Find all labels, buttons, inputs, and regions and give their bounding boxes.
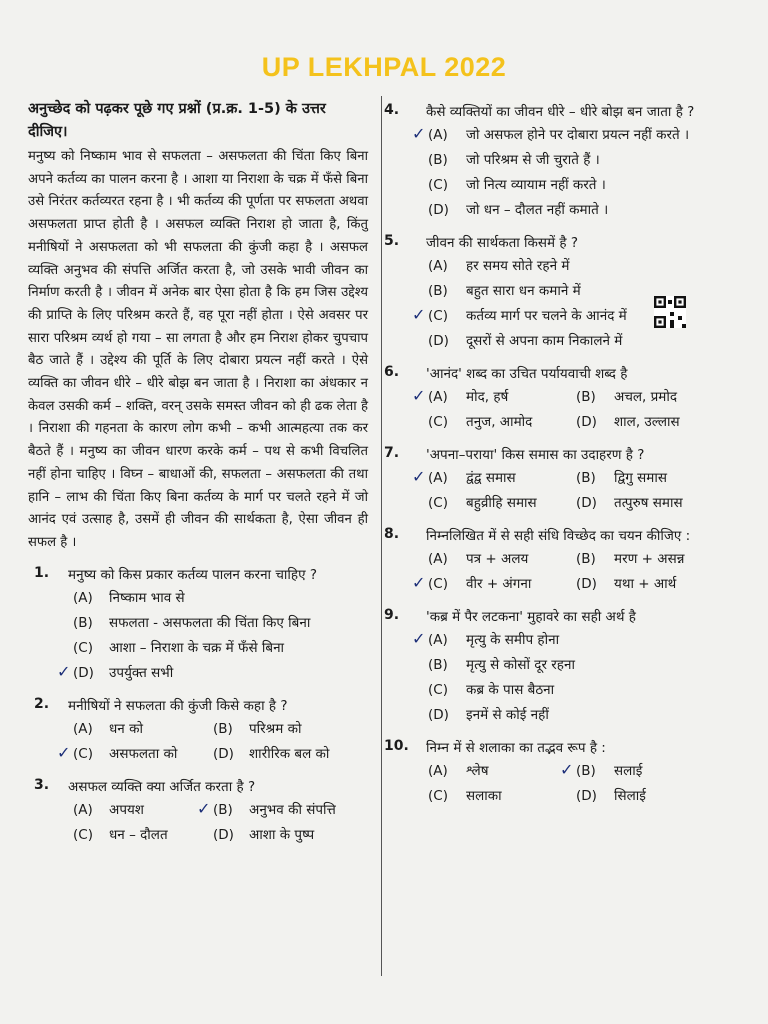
question-number: 7. xyxy=(384,445,400,461)
option-row xyxy=(380,759,740,784)
option-text: धन – दौलत xyxy=(109,826,168,843)
option-label: (D) xyxy=(576,576,597,592)
passage-heading: अनुच्छेद को पढ़कर पूछे गए प्रश्नों (प्र.क्र. 1-5) के उत्तर दीजिए। xyxy=(28,101,326,140)
option-label: (C) xyxy=(428,308,448,324)
option-label: (D) xyxy=(576,414,597,430)
option-row xyxy=(380,148,740,173)
option-text: जो परिश्रम से जी चुराते हैं । xyxy=(466,152,600,168)
option-row xyxy=(380,653,740,678)
option-row xyxy=(380,410,740,435)
question-number: 6. xyxy=(384,364,400,380)
option-label: (B) xyxy=(576,389,596,405)
questions-right xyxy=(380,102,740,809)
option-row xyxy=(28,823,368,848)
tick-icon: ✓ xyxy=(412,629,426,648)
option-label: (B) xyxy=(213,801,233,818)
option-row xyxy=(28,742,368,767)
option-label: (D) xyxy=(73,664,94,681)
option-text: मोद, हर्ष xyxy=(466,389,509,405)
question-number: 4. xyxy=(384,102,400,118)
question-text: निम्न में से शलाका का तद्भव रूप है : xyxy=(426,740,606,756)
question-text: कैसे व्यक्तियों का जीवन धीरे – धीरे बोझ बन जाता है ? xyxy=(426,104,695,120)
option-row xyxy=(28,798,368,823)
option-text: परिश्रम को xyxy=(249,720,302,737)
option-label: (C) xyxy=(73,639,93,656)
option-label: (C) xyxy=(73,826,93,843)
option-label: (A) xyxy=(428,470,448,486)
option-text: शाल, उल्लास xyxy=(614,414,680,430)
option-text: सलाई xyxy=(614,763,643,779)
option-text: सलाका xyxy=(466,788,502,804)
question-number: 5. xyxy=(384,233,400,249)
tick-icon: ✓ xyxy=(412,573,426,592)
option-row xyxy=(380,703,740,728)
option-label: (C) xyxy=(73,745,93,762)
left-column xyxy=(28,98,368,848)
question-text: मनीषियों ने सफलता की कुंजी किसे कहा है ? xyxy=(68,697,288,714)
option-row xyxy=(380,173,740,198)
option-text: जो धन – दौलत नहीं कमाते । xyxy=(466,202,609,218)
option-row xyxy=(380,304,740,329)
option-text: मृत्यु के समीप होना xyxy=(466,632,560,648)
option-label: (B) xyxy=(576,551,596,567)
option-text: मरण + असन्न xyxy=(614,551,685,567)
question-text: 'कब्र में पैर लटकना' मुहावरे का सही अर्थ है xyxy=(426,609,636,625)
option-label: (A) xyxy=(428,389,448,405)
option-label: (A) xyxy=(73,589,93,606)
option-row xyxy=(380,628,740,653)
option-text: कब्र के पास बैठना xyxy=(466,682,555,698)
question xyxy=(28,565,368,686)
option-label: (D) xyxy=(576,495,597,511)
option-label: (A) xyxy=(428,763,448,779)
option-text: दूसरों से अपना काम निकालने में xyxy=(466,333,623,349)
option-text: जो नित्य व्यायाम नहीं करते । xyxy=(466,177,606,193)
option-label: (A) xyxy=(428,127,448,143)
option-text: शारीरिक बल को xyxy=(249,745,330,762)
tick-icon: ✓ xyxy=(560,760,574,779)
question xyxy=(28,777,368,848)
tick-icon: ✓ xyxy=(197,798,211,818)
question-text: 'अपना–पराया' किस समास का उदाहरण है ? xyxy=(426,447,645,463)
question-text: निम्नलिखित में से सही संधि विच्छेद का चयन कीजिए : xyxy=(426,528,691,544)
question-text: असफल व्यक्ति क्या अर्जित करता है ? xyxy=(68,778,256,795)
option-label: (D) xyxy=(576,788,597,804)
option-row xyxy=(380,254,740,279)
option-label: (A) xyxy=(428,258,448,274)
option-label: (C) xyxy=(428,177,448,193)
option-text: अनुभव की संपत्ति xyxy=(249,801,336,818)
option-row xyxy=(380,385,740,410)
option-label: (C) xyxy=(428,788,448,804)
option-row xyxy=(380,678,740,703)
page-title: UP LEKHPAL 2022 xyxy=(261,52,507,82)
option-text: वीर + अंगना xyxy=(466,576,532,592)
option-label: (B) xyxy=(213,720,233,737)
option-text: उपर्युक्त सभी xyxy=(109,664,174,681)
option-row xyxy=(28,636,368,661)
option-text: तनुज, आमोद xyxy=(466,414,533,430)
option-text: जो असफल होने पर दोबारा प्रयत्न नहीं करते । xyxy=(466,127,690,143)
question-text: मनुष्य को किस प्रकार कर्तव्य पालन करना चाहिए ? xyxy=(68,566,318,583)
option-label: (C) xyxy=(428,682,448,698)
option-row xyxy=(380,547,740,572)
option-text: पत्र + अलय xyxy=(466,551,529,567)
question-number: 2. xyxy=(34,695,50,712)
option-text: द्विगु समास xyxy=(614,470,667,486)
option-label: (D) xyxy=(428,333,449,349)
option-label: (B) xyxy=(73,614,93,631)
option-row xyxy=(380,466,740,491)
option-row xyxy=(28,717,368,742)
option-label: (D) xyxy=(213,745,234,762)
questions-left xyxy=(28,565,368,848)
option-label: (A) xyxy=(428,551,448,567)
option-row xyxy=(380,279,740,304)
option-label: (D) xyxy=(428,202,449,218)
option-text: अपयश xyxy=(109,801,144,818)
question xyxy=(380,364,740,435)
option-label: (D) xyxy=(428,707,449,723)
question xyxy=(380,738,740,809)
question-number: 10. xyxy=(384,738,409,754)
option-label: (B) xyxy=(576,470,596,486)
option-row xyxy=(380,329,740,354)
passage-text: मनुष्य को निष्काम भाव से सफलता – असफलता की चिंता किए बिना अपने कर्तव्य का पालन करना है । आशा या निराशा के चक्र में फँसे बिना उसे निरंतर कर्तव्यरत रहना है । भी कर्तव्य की पूर्णता पर सफलता अथवा असफलता प्राप्त होती है । असफल व्यक्ति निराश हो जाता है, किंतु मनीषियों ने असफलता को भी सफलता की कुंजी कहा है । असफल व्यक्ति अनुभव की संपत्ति अर्जित करता है, जो उसके भावी जीवन का निर्माण करती है । जीवन में अनेक बार ऐसा होता है कि हम जिस उद्देश्य की प्राप्ति के लिए परिश्रम करते हैं, वह पूरा नहीं होता । ऐसे अवसर पर सारा परिश्रम व्यर्थ हो गया – सा लगता है और हम निराश होकर चुपचाप बैठ जाते हैं । उद्देश्य की पूर्ति के लिए दोबारा प्रयत्न नहीं करते । ऐसे व्यक्ति का जीवन धीरे – धीरे बोझ बन जाता है । निराशा का अंधकार न केवल उसकी कर्म – शक्ति, वरन् उसके समस्त जीवन को ही ढक लेता है । निराशा की गहनता के कारण लोग कभी – कभी आत्महत्या तक कर बैठते हैं । मनुष्य का जीवन धारण करके कर्म – पथ से कभी विचलित नहीं होना चाहिए । विघ्न – बाधाओं की, सफलता – असफलता की तथा हानि – लाभ की चिंता किए बिना कर्तव्य के मार्ग पर चलते रहने में जो आनंद एवं उत्साह है, उसमें ही जीवन की सार्थकता है, ऐसा जीवन ही सफल है । xyxy=(28,149,368,550)
option-label: (B) xyxy=(428,283,448,299)
option-text: बहुत सारा धन कमाने में xyxy=(466,283,581,299)
tick-icon: ✓ xyxy=(57,742,71,762)
question-number: 9. xyxy=(384,607,400,623)
option-row xyxy=(28,661,368,686)
option-text: आशा – निराशा के चक्र में फँसे बिना xyxy=(109,639,285,656)
option-label: (C) xyxy=(428,576,448,592)
option-text: मृत्यु से कोसों दूर रहना xyxy=(466,657,575,673)
question xyxy=(28,696,368,767)
question-text: 'आनंद' शब्द का उचित पर्यायवाची शब्द है xyxy=(426,366,628,382)
tick-icon: ✓ xyxy=(412,305,426,324)
option-label: (B) xyxy=(576,763,596,779)
tick-icon: ✓ xyxy=(412,386,426,405)
option-text: इनमें से कोई नहीं xyxy=(466,707,549,723)
question xyxy=(380,526,740,597)
option-text: द्वंद्व समास xyxy=(466,470,516,486)
tick-icon: ✓ xyxy=(412,467,426,486)
qr-code-icon xyxy=(654,296,686,328)
question-number: 1. xyxy=(34,564,50,581)
option-row xyxy=(380,572,740,597)
option-row xyxy=(380,784,740,809)
option-row xyxy=(380,198,740,223)
question xyxy=(380,445,740,516)
question-number: 3. xyxy=(34,776,50,793)
option-label: (B) xyxy=(428,152,448,168)
question-text: जीवन की सार्थकता किसमें है ? xyxy=(426,235,579,251)
option-text: कर्तव्य मार्ग पर चलने के आनंद में xyxy=(466,308,627,324)
option-label: (A) xyxy=(73,801,93,818)
option-text: यथा + आर्थ xyxy=(614,576,677,592)
option-text: तत्पुरुष समास xyxy=(614,495,683,511)
question xyxy=(380,102,740,223)
option-row xyxy=(28,586,368,611)
option-text: बहुव्रीहि समास xyxy=(466,495,537,511)
right-column xyxy=(380,92,740,809)
option-row xyxy=(380,123,740,148)
option-label: (B) xyxy=(428,657,448,673)
question xyxy=(380,607,740,728)
option-row xyxy=(28,611,368,636)
question-number: 8. xyxy=(384,526,400,542)
option-label: (D) xyxy=(213,826,234,843)
option-row xyxy=(380,491,740,516)
option-text: हर समय सोते रहने में xyxy=(466,258,570,274)
option-label: (A) xyxy=(73,720,93,737)
option-label: (A) xyxy=(428,632,448,648)
question xyxy=(380,233,740,354)
option-text: श्लेष xyxy=(466,763,489,779)
option-text: अचल, प्रमोद xyxy=(614,389,678,405)
option-text: धन को xyxy=(109,720,143,737)
option-text: निष्काम भाव से xyxy=(109,589,185,606)
option-label: (C) xyxy=(428,495,448,511)
option-text: आशा के पुष्प xyxy=(249,826,315,843)
tick-icon: ✓ xyxy=(57,661,71,681)
option-text: सिलाई xyxy=(614,788,646,804)
option-text: सफलता - असफलता की चिंता किए बिना xyxy=(109,614,311,631)
option-label: (C) xyxy=(428,414,448,430)
tick-icon: ✓ xyxy=(412,124,426,143)
option-text: असफलता को xyxy=(109,745,178,762)
